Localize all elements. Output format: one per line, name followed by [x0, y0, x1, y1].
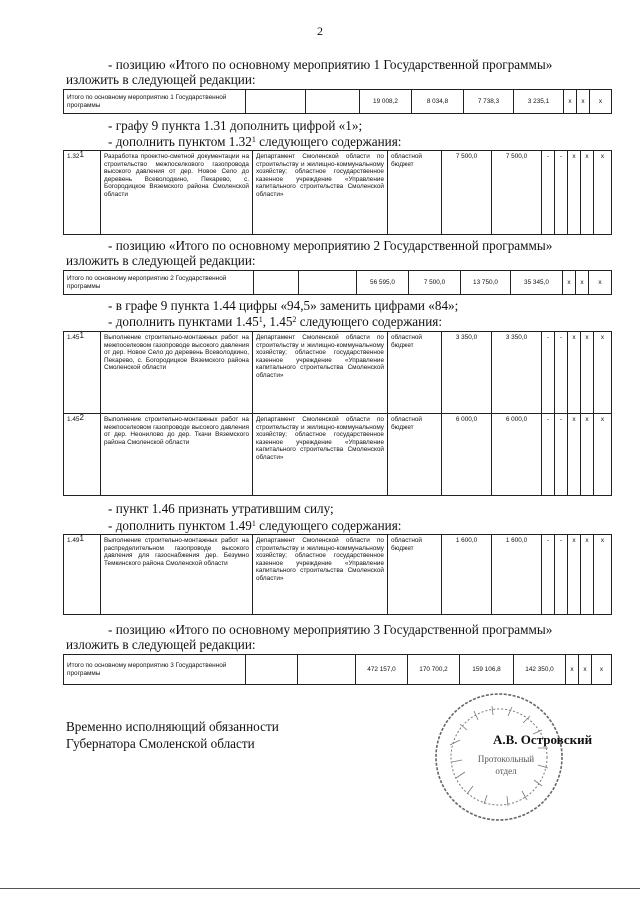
instruction-line: - позицию «Итого по основному мероприятию 2 Государственной программы» [108, 238, 553, 253]
superscript: 1 [258, 315, 263, 324]
total-label: Итого по основному мероприятию 1 Государственной программы [64, 90, 246, 114]
x-cell: x [594, 414, 612, 496]
x-cell: x [581, 332, 594, 414]
x-cell: x [581, 535, 594, 615]
x-cell: x [568, 151, 581, 235]
footer-divider [0, 888, 640, 889]
x-cell: x [592, 655, 612, 685]
item-number: 1.45$^2$ [64, 414, 101, 496]
x-cell: x [594, 535, 612, 615]
item-number: 1.49$^1$ [64, 535, 101, 615]
signer-title-line: Временно исполняющий обязанности [66, 719, 279, 734]
empty-cell [246, 655, 298, 685]
item-total: 3 350,0 [442, 332, 492, 414]
item-year-1: 3 350,0 [492, 332, 542, 414]
instruction-text: , 1.45 [262, 314, 293, 329]
signer-title [66, 718, 279, 752]
instruction-line: - позицию «Итого по основному мероприятию 1 Государственной программы» [108, 57, 553, 72]
instruction-1-45 [108, 314, 442, 329]
item-name: Разработка проектно-сметной документации на строительство межпоселкового газопровода высокого давления от дер. Новое Село до деревень Всеволодкино, Пекарево, с. Богородицкое Вяземского района Смоленской области [101, 151, 253, 235]
total-year-3: 35 345,0 [511, 271, 563, 295]
total-label: Итого по основному мероприятию 3 Государственной программы [64, 655, 246, 685]
x-cell: x [581, 151, 594, 235]
instruction-text: следующего содержания: [296, 314, 442, 329]
instruction-1-31: - графу 9 пункта 1.31 дополнить цифрой «1»; [108, 118, 363, 133]
instruction-text: - дополнить пунктами 1.45 [108, 314, 259, 329]
instruction-1-32 [108, 134, 401, 149]
item-name: Выполнение строительно-монтажных работ на распределительном газопроводе высокого давления для газоснабжения дер. Безумно Темкинского района Смоленской области [101, 535, 253, 615]
item-source: областной бюджет [388, 535, 442, 615]
x-cell: x [579, 655, 592, 685]
item-row-1-49-1 [63, 534, 612, 615]
total-year-2: 159 106,8 [460, 655, 514, 685]
total-year-2: 7 738,3 [464, 90, 514, 114]
total-sum: 19 008,2 [360, 90, 412, 114]
total-row-1 [63, 89, 612, 114]
empty-cell [299, 271, 357, 295]
instruction-total-2 [66, 238, 611, 268]
item-year-3: - [555, 332, 568, 414]
item-total: 1 600,0 [442, 535, 492, 615]
item-total: 6 000,0 [442, 414, 492, 496]
instruction-total-1 [66, 57, 611, 87]
x-cell: x [594, 151, 612, 235]
official-seal-stamp [432, 690, 566, 824]
item-name: Выполнение строительно-монтажных работ на межпоселковом газопроводе высокого давления от дер. Неонилово до дер. Ткачи Вяземского района Смоленской области [101, 414, 253, 496]
total-row-2 [63, 270, 612, 295]
superscript: 1 [251, 519, 256, 528]
item-year-2: - [542, 332, 555, 414]
x-cell: x [566, 655, 579, 685]
item-year-2: - [542, 151, 555, 235]
item-year-3: - [555, 414, 568, 496]
instruction-text: - дополнить пунктом 1.49 [108, 518, 252, 533]
total-year-3: 142 350,0 [514, 655, 566, 685]
stamp-text: отдел [495, 766, 517, 776]
instruction-1-46: - пункт 1.46 признать утратившим силу; [108, 501, 334, 516]
item-row-1-45-2 [64, 414, 612, 496]
item-executor: Департамент Смоленской области по строительству и жилищно-коммунальному хозяйству; областное государственное казенное учреждение «Управление капитального строительства Смоленской области» [253, 332, 388, 414]
item-year-3: - [555, 151, 568, 235]
superscript: 1 [251, 135, 256, 144]
page-number: 2 [317, 24, 323, 38]
x-cell: x [581, 414, 594, 496]
x-cell: x [589, 271, 612, 295]
x-cell: x [594, 332, 612, 414]
signer-name: А.В. Островский [493, 732, 593, 747]
item-source: областной бюджет [388, 414, 442, 496]
stamp-text: Протокольный [477, 754, 535, 764]
x-cell: x [563, 271, 576, 295]
total-year-2: 13 750,0 [461, 271, 511, 295]
x-cell: x [568, 414, 581, 496]
total-label: Итого по основному мероприятию 2 Государственной программы [64, 271, 254, 295]
item-row-1-45-1 [64, 332, 612, 414]
instruction-line: изложить в следующей редакции: [66, 637, 256, 652]
item-year-1: 7 500,0 [492, 151, 542, 235]
instruction-text: следующего содержания: [255, 518, 402, 533]
empty-cell [298, 655, 356, 685]
x-cell: x [564, 90, 577, 114]
item-source: областной бюджет [388, 332, 442, 414]
item-number: 1.32$^1$ [64, 151, 101, 235]
item-source: областной бюджет [388, 151, 442, 235]
item-table-1-45 [63, 331, 612, 496]
instruction-text: следующего содержания: [255, 134, 402, 149]
x-cell: x [590, 90, 612, 114]
total-sum: 472 157,0 [356, 655, 408, 685]
item-executor: Департамент Смоленской области по строительству и жилищно-коммунальному хозяйству; областное государственное казенное учреждение «Управление капитального строительства Смоленской области» [253, 414, 388, 496]
instruction-1-49 [108, 518, 401, 533]
empty-cell [246, 90, 306, 114]
item-executor: Департамент Смоленской области по строительству и жилищно-коммунальному хозяйству; областное государственное казенное учреждение «Управление капитального строительства Смоленской области» [253, 151, 388, 235]
superscript: 2 [292, 315, 297, 324]
item-year-1: 1 600,0 [492, 535, 542, 615]
x-cell: x [576, 271, 589, 295]
total-year-1: 170 700,2 [408, 655, 460, 685]
total-year-3: 3 235,1 [514, 90, 564, 114]
instruction-line: - позицию «Итого по основному мероприятию 3 Государственной программы» [108, 622, 553, 637]
instruction-total-3 [66, 622, 611, 652]
item-year-1: 6 000,0 [492, 414, 542, 496]
total-year-1: 8 034,8 [412, 90, 464, 114]
total-sum: 56 595,0 [357, 271, 409, 295]
instruction-text: - дополнить пунктом 1.32 [108, 134, 252, 149]
total-row-3 [63, 654, 612, 685]
item-year-2: - [542, 414, 555, 496]
item-name: Выполнение строительно-монтажных работ на межпоселковом газопроводе высокого давления от дер. Новое Село до деревень Всеволодкино, Пекарево, с. Богородицкое Вяземского района Смоленской области [101, 332, 253, 414]
instruction-line: изложить в следующей редакции: [66, 253, 256, 268]
item-total: 7 500,0 [442, 151, 492, 235]
item-year-2: - [542, 535, 555, 615]
item-row-1-32-1 [63, 150, 612, 235]
item-year-3: - [555, 535, 568, 615]
signer-title-line: Губернатора Смоленской области [66, 736, 255, 751]
empty-cell [306, 90, 360, 114]
empty-cell [254, 271, 299, 295]
x-cell: x [568, 535, 581, 615]
item-executor: Департамент Смоленской области по строительству и жилищно-коммунальному хозяйству; областное государственное казенное учреждение «Управление капитального строительства Смоленской области» [253, 535, 388, 615]
instruction-line: изложить в следующей редакции: [66, 72, 256, 87]
total-year-1: 7 500,0 [409, 271, 461, 295]
item-number: 1.45$^1$ [64, 332, 101, 414]
x-cell: x [568, 332, 581, 414]
x-cell: x [577, 90, 590, 114]
instruction-1-44: - в графе 9 пункта 1.44 цифры «94,5» заменить цифрами «84»; [108, 298, 459, 313]
